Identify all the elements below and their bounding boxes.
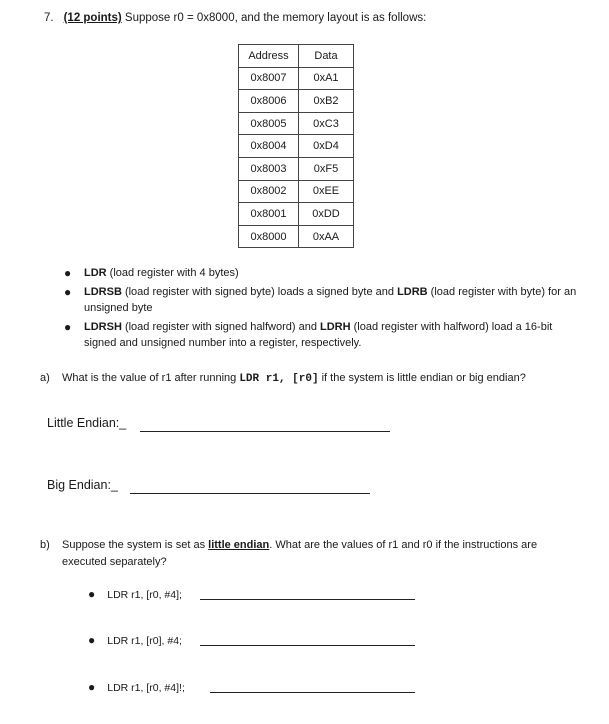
- question-header: [44, 12, 426, 24]
- bullet-text: (load register with halfword) load a 16-bit signed and unsigned number into a register, respectively.: [84, 320, 553, 349]
- list-item: [60, 265, 580, 282]
- table-row: [239, 203, 354, 226]
- data-cell: 0xEE: [299, 180, 354, 203]
- instruction-item: [88, 633, 182, 647]
- data-cell: 0xDD: [299, 203, 354, 226]
- data-header: Data: [299, 45, 354, 68]
- bullet-keyword: LDR: [84, 267, 107, 279]
- big-endian-answer-line[interactable]: [130, 493, 370, 494]
- data-cell: 0xA1: [299, 67, 354, 90]
- table-row: [239, 67, 354, 90]
- instruction-notes-list: [60, 265, 580, 354]
- bullet-text: (load register with 4 bytes): [106, 267, 239, 279]
- instruction-item: [88, 680, 185, 694]
- bullet-keyword: LDRB: [397, 285, 428, 298]
- bullet-dot-icon: ●: [64, 319, 72, 334]
- list-item: [60, 319, 580, 352]
- address-cell: 0x8006: [239, 90, 299, 113]
- address-cell: 0x8001: [239, 203, 299, 226]
- address-cell: 0x8007: [239, 67, 299, 90]
- table-row: [239, 180, 354, 203]
- bullet-keyword: LDRSB: [84, 285, 122, 298]
- bullet-dot-icon: ●: [88, 680, 96, 694]
- bullet-dot-icon: ●: [64, 266, 72, 280]
- part-a-text-1: What is the value of r1 after running: [62, 372, 240, 384]
- table-row: [239, 112, 354, 135]
- part-b-label: b): [40, 539, 50, 551]
- part-b-text: [62, 537, 570, 570]
- bullet-text: (load register with byte) for an unsigned byte: [84, 285, 577, 314]
- address-cell: 0x8000: [239, 225, 299, 248]
- table-row: [239, 135, 354, 158]
- table-header-row: [239, 45, 354, 68]
- instruction-text: LDR r1, [r0, #4]!;: [107, 682, 185, 694]
- part-a-question: [40, 370, 570, 388]
- data-cell: 0xC3: [299, 112, 354, 135]
- address-cell: 0x8002: [239, 180, 299, 203]
- big-endian-label: Big Endian:_: [47, 478, 118, 492]
- data-cell: 0xD4: [299, 135, 354, 158]
- data-cell: 0xAA: [299, 225, 354, 248]
- question-number: 7.: [44, 12, 54, 24]
- part-a-label: a): [40, 372, 50, 384]
- part-b-text-1: Suppose the system is set as: [62, 539, 209, 551]
- address-cell: 0x8005: [239, 112, 299, 135]
- little-endian-label: Little Endian:_: [47, 416, 127, 430]
- memory-table: [238, 44, 354, 248]
- data-cell: 0xB2: [299, 90, 354, 113]
- instruction-1-answer-line[interactable]: [200, 599, 415, 600]
- table-row: [239, 157, 354, 180]
- bullet-dot-icon: ●: [64, 284, 72, 299]
- list-item: [60, 284, 580, 317]
- data-cell: 0xF5: [299, 157, 354, 180]
- part-a-text-2: if the system is little endian or big endian?: [318, 372, 526, 384]
- address-cell: 0x8004: [239, 135, 299, 158]
- table-row: [239, 90, 354, 113]
- bullet-keyword: LDRH: [320, 320, 351, 333]
- table-row: [239, 225, 354, 248]
- part-a-text: [62, 370, 570, 388]
- part-b-underlined: little endian: [208, 539, 270, 551]
- instruction-text: LDR r1, [r0, #4];: [107, 589, 182, 601]
- address-cell: 0x8003: [239, 157, 299, 180]
- part-b-text-2: . What are the values of r1 and r0 if the instructions are executed separately?: [62, 539, 538, 568]
- question-text: Suppose r0 = 0x8000, and the memory layout is as follows:: [121, 12, 427, 24]
- instruction-item: [88, 587, 182, 601]
- part-a-code: LDR r1, [r0]: [239, 373, 319, 385]
- bullet-dot-icon: ●: [88, 633, 96, 647]
- little-endian-answer-line[interactable]: [140, 431, 390, 432]
- instruction-3-answer-line[interactable]: [210, 692, 415, 693]
- bullet-keyword: LDRSH: [84, 320, 122, 333]
- bullet-text: (load register with signed byte) loads a signed byte and: [121, 285, 398, 298]
- instruction-text: LDR r1, [r0], #4;: [107, 635, 182, 647]
- bullet-text: (load register with signed halfword) and: [121, 320, 320, 333]
- part-b-question: [40, 537, 570, 570]
- instruction-2-answer-line[interactable]: [200, 645, 415, 646]
- question-points: (12 points): [63, 12, 122, 24]
- bullet-dot-icon: ●: [88, 587, 96, 601]
- address-header: Address: [239, 45, 299, 68]
